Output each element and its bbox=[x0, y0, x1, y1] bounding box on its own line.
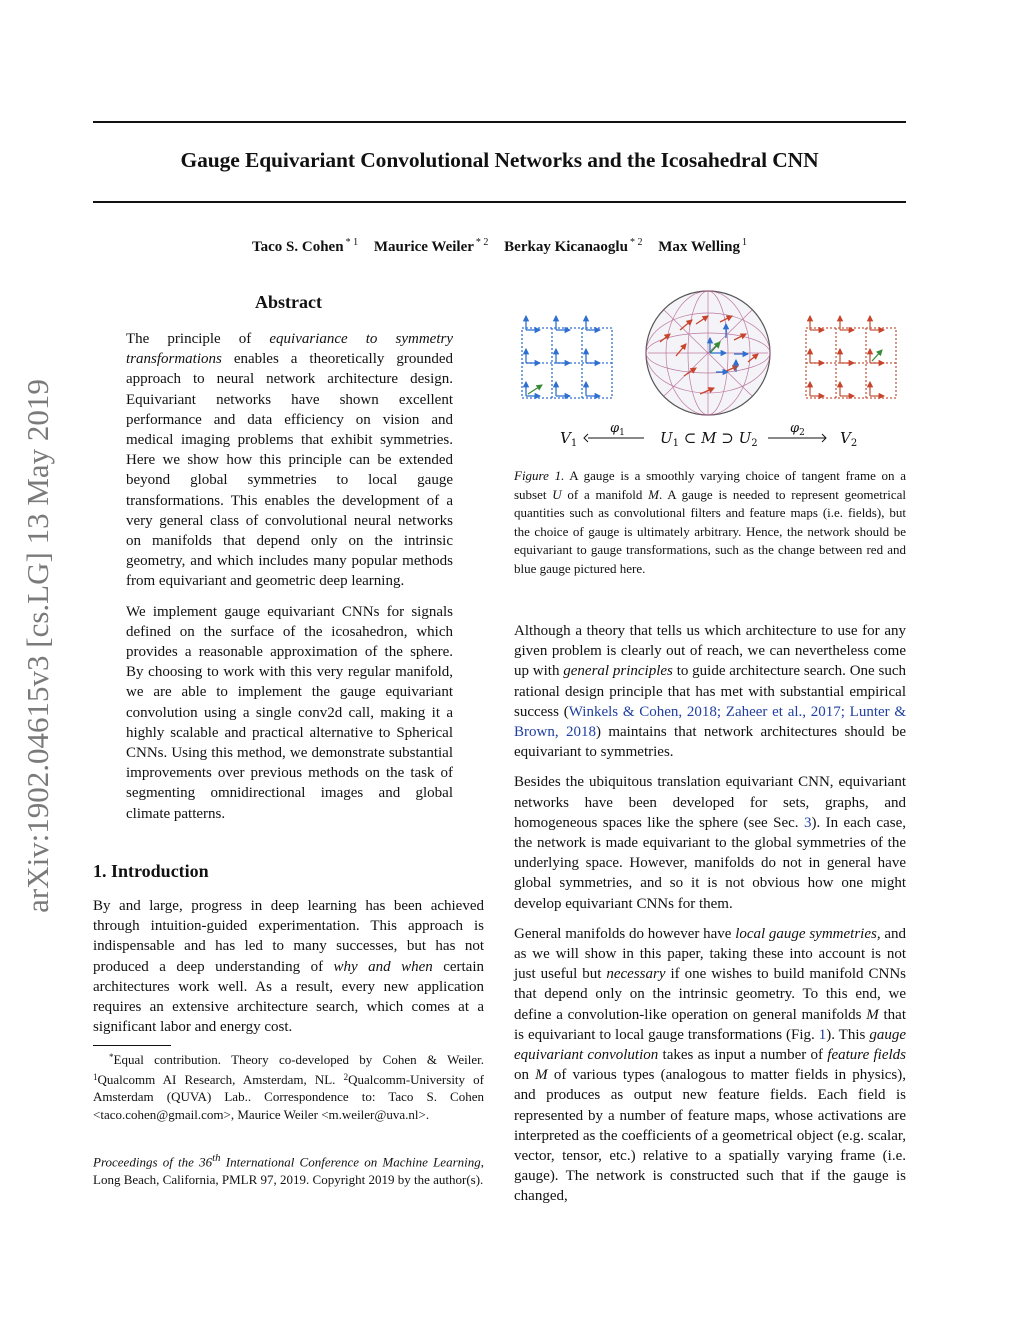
text-run: of a manifold bbox=[561, 486, 649, 502]
emphasis: why and when bbox=[333, 958, 433, 975]
sphere-manifold bbox=[646, 291, 770, 415]
text-run: Equal contribution. Theory co-developed by Cohen & Weiler. bbox=[113, 1052, 484, 1067]
text-run: enables a theoretically grounded approach to neural network architecture design. Equivariant networks have shown excellent performance and data efficiency on vision and medical imaging problems that exhibit symmetries. Here we show how this principle can be extended beyond global symmetries to local gauge transformations. This enables the development of a very general class of convolutional neural networks on manifolds that depend only on the intrinsic geometry, and which includes many popular methods from equivariant and geometric deep learning. bbox=[126, 351, 453, 590]
text-run: if one wishes to build manifold CNNs that depend only on the intrinsic geometry. To this end, we define a convolution-like operation on general manifolds bbox=[514, 966, 906, 1023]
introduction-body bbox=[93, 896, 484, 1037]
text-run: General manifolds do however have bbox=[514, 925, 736, 942]
author-kicanaoglu bbox=[504, 239, 642, 255]
emphasis: equivariance to symmetry transformations bbox=[126, 331, 453, 368]
text-run: Qualcomm-University of Amsterdam (QUVA) Lab.. Correspondence to: Taco S. Cohen <taco.cohen@gmail.com>, Maurice Weiler <m.weiler@uva.nl>. bbox=[93, 1071, 484, 1122]
emphasis: local gauge symmetries bbox=[735, 925, 877, 942]
author-name: Maurice Weiler bbox=[373, 239, 474, 255]
abstract-paragraph-2: We implement gauge equivariant CNNs for signals defined on the surface of the icosahedron, which provides a reasonable approximation of the sphere. By choosing to work with this very regular manifold, we are able to implement the gauge equivariant convolution using a single conv2d call, making it a highly scalable and practical alternative to Spherical CNNs. Using this method, we demonstrate substantial improvements over previous methods on the task of segmenting omnidirectional images and global climate patterns. bbox=[126, 603, 453, 822]
text-run: International Conference on Machine Learning bbox=[220, 1154, 481, 1170]
text-run: of various types (analogous to matter fields in physics), and produces as output new feature fields. Each field is represented by a number of feature maps, whose activations are interpreted as the coefficients of a geometrical object (e.g. scalar, vector, tensor, etc.) relative to a spatially varying frame (i.e. gauge). The network is constructed such that if the gauge is changed, bbox=[514, 1067, 906, 1205]
footnote-rule bbox=[93, 1045, 171, 1046]
citation-separator: ; bbox=[840, 703, 850, 720]
text-run: , and as we will show in this paper, taking these into account is not just useful but bbox=[514, 925, 906, 983]
paper-title: Gauge Equivariant Convolutional Networks and the Icosahedral CNN bbox=[180, 148, 819, 172]
emphasis: gauge equivariant convolution bbox=[514, 1026, 906, 1064]
math-symbol: M bbox=[866, 1006, 879, 1023]
right-red-gauge-grid bbox=[806, 316, 896, 398]
citation-separator: ; bbox=[716, 703, 726, 720]
figure-1 bbox=[514, 290, 906, 455]
author-affiliation-mark: * 1 bbox=[345, 237, 359, 248]
caption-label: Figure 1. bbox=[514, 468, 565, 483]
figure-1-caption bbox=[514, 467, 906, 578]
text-run: on bbox=[514, 1067, 536, 1084]
footnote-mark: 2 bbox=[343, 1071, 349, 1082]
label-phi1: $\varphi_1$ bbox=[610, 421, 625, 438]
text-run: ). In each case, the network is made equivariant to the global symmetries of the underlying space. However, manifolds do not in general have global symmetries, and so it is not obvious how one might develop equivariant CNNs for them. bbox=[514, 814, 906, 912]
figure-1-illustration bbox=[514, 290, 906, 455]
footnote bbox=[93, 1049, 484, 1123]
text-run: Although a theory that tells us which architecture to use for any given problem is clearly out of reach, we can nevertheless come up with bbox=[514, 623, 906, 680]
text-run: ) maintains that network architectures should be equivariant to symmetries. bbox=[514, 724, 906, 761]
text-run: Proceedings of the 36 bbox=[93, 1154, 213, 1170]
text-run: Qualcomm AI Research, Amsterdam, NL. bbox=[97, 1071, 344, 1087]
proceedings-note bbox=[93, 1150, 484, 1188]
label-center-subsets: $U_1$ ⊂ M ⊃ $U_2$ bbox=[660, 429, 758, 449]
text-run: takes as input a number of bbox=[658, 1047, 828, 1064]
text-run: certain architectures work well. As a result, every new application requires an extensive architecture search, which comes at a significant labor and energy cost. bbox=[93, 958, 485, 1036]
right-paragraph-3 bbox=[514, 924, 906, 1207]
footnote-mark: 1 bbox=[93, 1071, 98, 1082]
figure-ref-link[interactable]: 1 bbox=[818, 1026, 827, 1043]
right-paragraph-1 bbox=[514, 621, 906, 762]
label-v2: $V_2$ bbox=[840, 429, 858, 449]
right-column-body bbox=[514, 621, 906, 1217]
author-name: Max Welling bbox=[658, 239, 740, 255]
top-rule bbox=[93, 121, 906, 123]
citation-link[interactable]: Zaheer et al., 2017 bbox=[725, 703, 841, 720]
emphasis: general principles bbox=[563, 663, 673, 680]
author-affiliation-mark: * 2 bbox=[475, 237, 489, 248]
abstract-heading: Abstract bbox=[255, 292, 322, 312]
section-ref-link[interactable]: 3 bbox=[803, 814, 812, 831]
title-bottom-rule bbox=[93, 201, 906, 203]
emphasis: feature fields bbox=[827, 1047, 906, 1064]
right-paragraph-2 bbox=[514, 772, 906, 913]
arxiv-stamp-text: arXiv:1902.04615v3 [cs.LG] 13 May 2019 bbox=[20, 379, 55, 913]
author-list bbox=[93, 237, 906, 256]
label-phi2: $\varphi_2$ bbox=[790, 421, 805, 438]
text-run: , Long Beach, California, PMLR 97, 2019. Copyright 2019 by the author(s). bbox=[93, 1154, 484, 1187]
text-run: By and large, progress in deep learning has been achieved through intuition-guided experimentation. This approach is indispensable and has led to many successes, but has not produced a deep understanding of bbox=[93, 898, 484, 975]
text-run: that is equivariant to local gauge transformations (Fig. bbox=[514, 1006, 907, 1043]
emphasis: necessary bbox=[606, 966, 666, 983]
math-symbol: M bbox=[535, 1067, 548, 1084]
author-weiler bbox=[374, 239, 489, 255]
author-cohen bbox=[252, 239, 358, 255]
text-run: The principle of bbox=[126, 331, 270, 347]
text-run: ). This bbox=[826, 1026, 870, 1043]
superscript: th bbox=[212, 1152, 221, 1164]
author-affiliation-mark: * 2 bbox=[629, 237, 643, 248]
text-run: A gauge is a smoothly varying choice of tangent frame on a subset bbox=[514, 468, 906, 502]
introduction-heading: 1. Introduction bbox=[93, 861, 209, 881]
footnote-mark: * bbox=[109, 1052, 114, 1062]
abstract-paragraph-1 bbox=[126, 329, 453, 592]
text-run: Besides the ubiquitous translation equivariant CNN, equivariant networks have been developed for sets, graphs, and homogeneous spaces like the sphere (see Sec. bbox=[514, 774, 906, 831]
author-affiliation-mark: 1 bbox=[742, 237, 747, 248]
author-name: Taco S. Cohen bbox=[252, 239, 344, 255]
math-symbol: U bbox=[552, 486, 562, 502]
map-arrowhead-phi1 bbox=[584, 434, 588, 442]
math-symbol: M bbox=[648, 486, 659, 502]
text-run: . A gauge is needed to represent geometrical quantities such as convolutional filters and feature maps (i.e. fields), but the choice of gauge is ultimately arbitrary. Hence, the network should be equivariant to gauge transformations, such as the change between red and blue gauge pictured here. bbox=[514, 486, 906, 576]
intro-paragraph-1 bbox=[93, 896, 484, 1037]
label-v1: $V_1$ bbox=[560, 429, 578, 449]
citation-link[interactable]: Winkels & Cohen, 2018 bbox=[568, 703, 717, 720]
author-name: Berkay Kicanaoglu bbox=[504, 239, 628, 255]
citation-link[interactable]: Lunter & Brown, 2018 bbox=[514, 703, 907, 741]
abstract-body bbox=[126, 329, 453, 834]
left-blue-gauge-grid bbox=[522, 316, 612, 398]
text-run: to guide architecture search. One such rational design principle that has met with substantial empirical success ( bbox=[514, 663, 906, 720]
author-welling bbox=[658, 239, 747, 255]
